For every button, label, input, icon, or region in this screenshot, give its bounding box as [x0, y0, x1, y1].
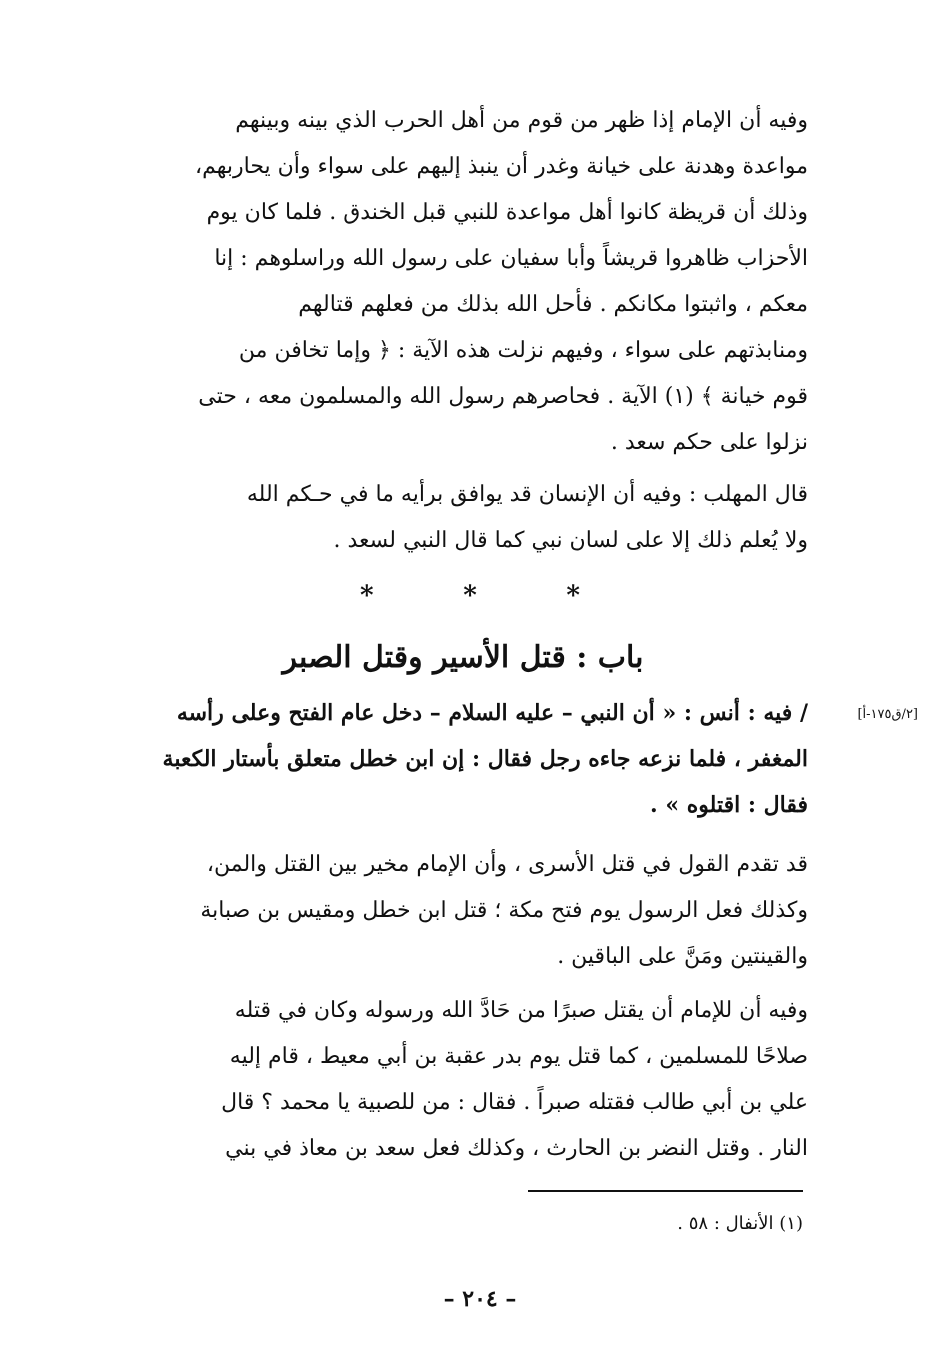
- paragraph-treachery: [118, 98, 808, 466]
- text-line: نزلوا على حكم سعد .: [610, 430, 808, 455]
- chapter-heading: باب : قتل الأسير وقتل الصبر: [282, 640, 644, 675]
- footnote-divider: [528, 1190, 803, 1192]
- star-glyph: *: [463, 581, 477, 611]
- text-line: الأحزاب ظاهروا قريشاً وأبا سفيان على رسول الله وراسلوهم : إنا: [214, 246, 808, 271]
- text-line: قد تقدم القول في قتل الأسرى ، وأن الإمام مخير بين القتل والمن،: [206, 852, 808, 877]
- text-line: قال المهلب : وفيه أن الإنسان قد يوافق برأيه ما في حـكم الله: [246, 482, 808, 507]
- text-line: وكذلك فعل الرسول يوم فتح مكة ؛ قتل ابن خطل ومقيس بن صبابة: [200, 898, 808, 923]
- star-glyph: *: [360, 581, 374, 611]
- text-line: وذلك أن قريظة كانوا أهل مواعدة للنبي قبل الخندق . فلما كان يوم: [206, 200, 808, 225]
- text-line: قوم خيانة ﴾ (١) الآية . فحاصرهم رسول الله والمسلمون معه ، حتى: [198, 384, 808, 409]
- text-line: وفيه أن للإمام أن يقتل صبرًا من حَادَّ الله ورسوله وكان في قتله: [234, 998, 808, 1023]
- text-line: وفيه أن الإمام إذا ظهر من قوم من أهل الحرب الذي بينه وبينهم: [235, 108, 808, 133]
- text-line: معكم ، واثبتوا مكانكم . فأحل الله بذلك من فعلهم قتالهم: [298, 292, 808, 317]
- text-line: ومنابذتهم على سواء ، وفيهم نزلت هذه الآية : ﴿ وإما تخافن من: [238, 338, 808, 363]
- text-line: صلاحًا للمسلمين ، كما قتل يوم بدر عقبة بن أبي معيط ، قام إليه: [229, 1044, 808, 1069]
- manuscript-margin-reference: [٢/ق١٧٥-أ]: [857, 707, 918, 722]
- hadith-text: [118, 690, 808, 828]
- page-number: – ٢٠٤ –: [443, 1286, 517, 1312]
- text-line: فقال : اقتلوه » .: [650, 792, 808, 818]
- text-line: المغفر ، فلما نزعه جاءه رجل فقال : إن ابن خطل متعلق بأستار الكعبة: [162, 746, 808, 772]
- paragraph-sabr-killing: [118, 988, 808, 1172]
- paragraph-captives: [118, 842, 808, 980]
- text-line: النار . وقتل النضر بن الحارث ، وكذلك فعل سعد بن معاذ في بني: [225, 1136, 808, 1161]
- text-line: مواعدة وهدنة على خيانة وغدر أن ينبذ إليهم على سواء وأن يحاربهم،: [195, 154, 808, 179]
- section-separator: [360, 576, 580, 616]
- text-line: / فيه : أنس : « أن النبي – عليه السلام – دخل عام الفتح وعلى رأسه: [176, 700, 808, 726]
- text-line: ولا يُعلم ذلك إلا على لسان نبي كما قال النبي لسعد .: [333, 528, 808, 553]
- text-line: علي بن أبي طالب فقتله صبراً . فقال : من للصبية يا محمد ؟ قال: [221, 1090, 808, 1115]
- paragraph-muhallab: [118, 472, 808, 564]
- text-line: والقينتين ومَنَّ على الباقين .: [557, 944, 808, 969]
- footnote: (١) الأنفال : ٥٨ .: [677, 1213, 803, 1234]
- star-glyph: *: [566, 581, 580, 611]
